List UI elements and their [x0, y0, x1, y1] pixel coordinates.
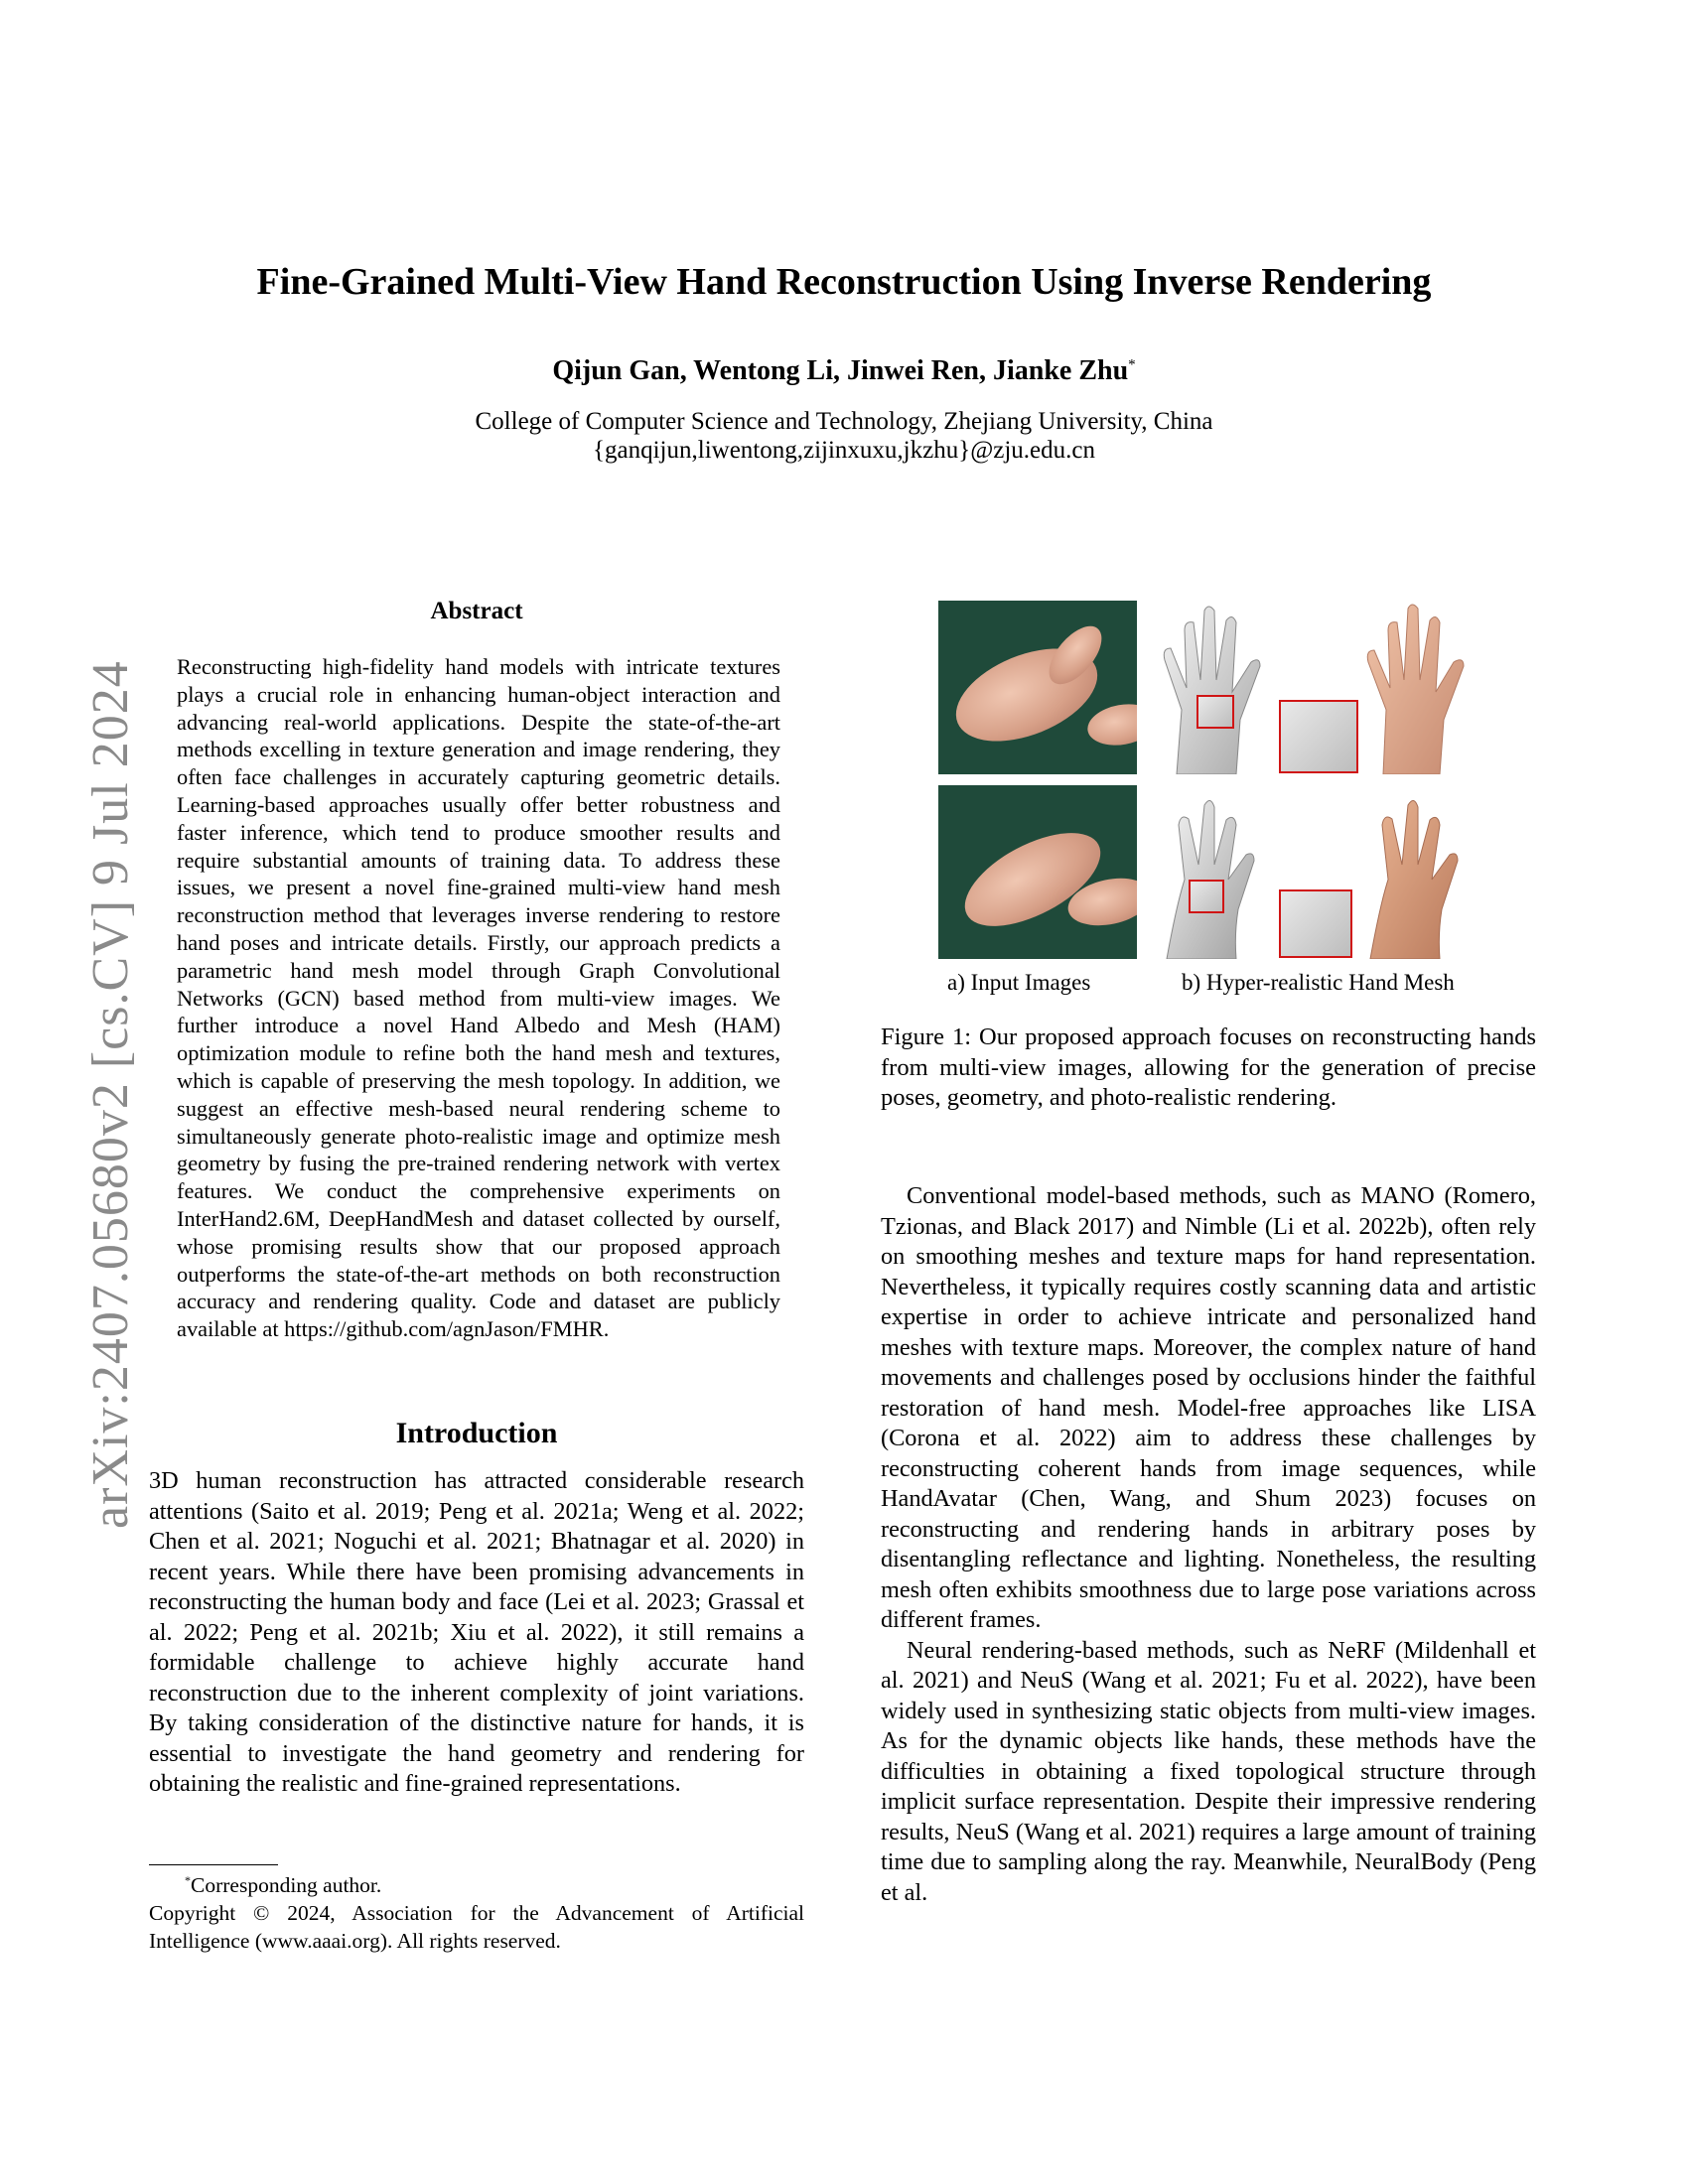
figure-1	[938, 601, 1484, 963]
hand-render-top-icon	[1358, 601, 1477, 774]
hand-mesh-bottom-icon	[1157, 785, 1276, 959]
figure-caption: Figure 1: Our proposed approach focuses on reconstructing hands from multi-view images, allowing for the generation of precise poses, geometry, and photo-realistic rendering.	[881, 1024, 1536, 1111]
author-names: Qijun Gan, Wentong Li, Jinwei Ren, Jianke Zhu	[552, 355, 1129, 386]
introduction-left-column	[149, 1466, 804, 1800]
footnote-rule	[149, 1864, 278, 1865]
arxiv-id: arXiv:2407.05680v2 [cs.CV] 9 Jul 2024	[82, 660, 139, 1529]
author-list	[149, 355, 1539, 387]
emails: {ganqijun,liwentong,zijinxuxu,jkzhu}@zju.edu.cn	[593, 437, 1095, 464]
input-image-top	[938, 601, 1137, 774]
abstract-heading: Abstract	[430, 598, 523, 624]
footnote-mark: *	[185, 1873, 191, 1887]
paper-title: Fine-Grained Multi-View Hand Reconstruction Using Inverse Rendering	[256, 261, 1432, 303]
footnote	[149, 1866, 804, 1955]
affiliation-block	[149, 407, 1539, 465]
render-top	[1279, 601, 1477, 774]
intro-paragraph-1: 3D human reconstruction has attracted considerable research attentions (Saito et al. 2019; Peng et al. 2021a; Weng et al. 2022; Chen et al. 2021; Noguchi et al. 2021; Bhatnagar et al. 2020) in recent years. While there have been promising advancements in reconstructing the human body and face (Lei et al. 2023; Grassal et al. 2022; Peng et al. 2021b; Xiu et al. 2022), it still remains a formidable challenge to achieve highly accurate hand reconstruction due to the inherent complexity of joint variations. By taking consideration of the distinctive nature for hands, it is essential to investigate the hand geometry and rendering for obtaining the realistic and fine-grained representations.	[149, 1467, 804, 1797]
affiliation: College of Computer Science and Technology, Zhejiang University, China	[475, 408, 1213, 435]
intro-paragraph-3: Neural rendering-based methods, such as NeRF (Mildenhall et al. 2021) and NeuS (Wang et al. 2021; Fu et al. 2022), have been widely used in synthesizing static objects from multi-view images. As for the dynamic objects like hands, these methods have the difficulties in obtaining a fixed topological structure through implicit surface representation. Despite their impressive rendering results, NeuS (Wang et al. 2021) requires a large amount of training time due to sampling along the ray. Meanwhile, NeuralBody (Peng et al.	[881, 1636, 1536, 1906]
input-image-bottom	[938, 785, 1137, 959]
introduction-heading: Introduction	[395, 1417, 558, 1449]
intro-paragraph-2: Conventional model-based methods, such as MANO (Romero, Tzionas, and Black 2017) and Nimble (Li et al. 2022b), often rely on smoothing meshes and texture maps for hand representation. Nevertheless, it typically requires costly scanning data and artistic expertise in order to achieve intricate and personalized hand meshes with texture maps. Moreover, the complex nature of hand movements and challenges posed by occlusions hinder the faithful restoration of hand mesh. Model-free approaches like LISA (Corona et al. 2022) aim to address these challenges by reconstructing coherent hands from image sequences, while HandAvatar (Chen, Wang, and Shum 2023) focuses on reconstructing and rendering hands in arbitrary poses by disentangling reflectance and lighting. Nonetheless, the resulting mesh often exhibits smoothness due to large pose variations across different frames.	[881, 1182, 1536, 1633]
render-bottom	[1279, 785, 1477, 959]
abstract-text: Reconstructing high-fidelity hand models with intricate textures plays a crucial role in enhancing human-object interaction and advancing real-world applications. Despite the state-of-the-art methods excelling in texture generation and image rendering, they often face challenges in accurately capturing geometric details. Learning-based approaches usually offer better robustness and faster inference, which tend to produce smoother results and require substantial amounts of training data. To address these issues, we present a novel fine-grained multi-view hand mesh reconstruction method that leverages inverse rendering to restore hand poses and intricate details. Firstly, our approach predicts a parametric hand mesh model through Graph Convolutional Networks (GCN) based method from multi-view images. We further introduce a novel Hand Albedo and Mesh (HAM) optimization module to refine both the hand mesh and textures, which is capable of preserving the mesh topology. In addition, we suggest an effective mesh-based neural rendering scheme to simultaneously generate photo-realistic image and optimize mesh geometry by fusing the pre-trained rendering network with vertex features. We conduct the comprehensive experiments on InterHand2.6M, DeepHandMesh and dataset collected by ourself, whose promising results show that our proposed approach outperforms the state-of-the-art methods on both reconstruction accuracy and rendering quality. Code and dataset are publicly available at https://github.com/agnJason/FMHR.	[177, 654, 780, 1342]
author-mark: *	[1128, 356, 1136, 373]
figure-label-a: a) Input Images	[947, 970, 1091, 995]
arxiv-watermark	[52, 596, 171, 1529]
mesh-top	[1157, 601, 1276, 774]
footnote-corresponding-text: Corresponding author.	[191, 1873, 382, 1898]
hand-render-bottom-icon	[1358, 785, 1477, 959]
hand-mesh-top-icon	[1157, 601, 1276, 774]
figure-label-b: b) Hyper-realistic Hand Mesh	[1182, 970, 1455, 995]
footnote-copyright: Copyright © 2024, Association for the Advancement of Artificial Intelligence (www.aaai.org). All rights reserved.	[149, 1901, 804, 1954]
footnote-corresponding	[149, 1866, 804, 1899]
introduction-right-column	[881, 1181, 1536, 1908]
mesh-bottom	[1157, 785, 1276, 959]
